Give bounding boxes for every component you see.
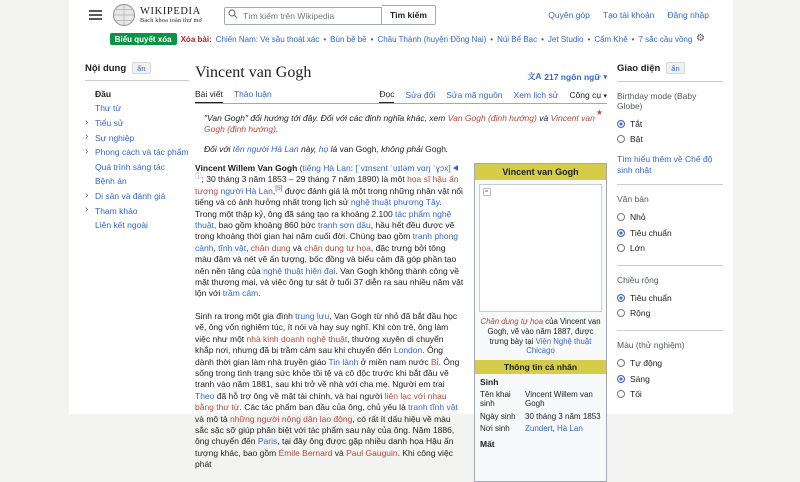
- hatnote-disambiguation: "Van Gogh" đổi hướng tới đây. Đối với các định nghĩa khác, xem Van Gogh (định hướng) và Vincent van Gogh (định hướng).: [204, 113, 595, 134]
- search-input[interactable]: [224, 7, 382, 25]
- hatnote-dutch-name: Đối với tên người Hà Lan này, họ là van Gogh, không phải Gogh.: [204, 144, 449, 154]
- wikipedia-tagline: Bách khoa toàn thư mở: [140, 16, 203, 24]
- deletion-notice-bar: [69, 30, 733, 48]
- create-account-link[interactable]: Tạo tài khoản: [602, 10, 655, 20]
- tab-history[interactable]: Xem lịch sử: [513, 90, 559, 100]
- radio-icon: [617, 375, 625, 383]
- wikipedia-logo[interactable]: [112, 3, 202, 27]
- toc-item-su-nghiep[interactable]: › Sự nghiệp: [85, 131, 135, 143]
- radio-icon: [617, 120, 625, 128]
- expand-icon[interactable]: ›: [85, 116, 89, 128]
- article-body: [195, 163, 474, 482]
- article-tabs: [195, 89, 607, 104]
- radio-icon: [617, 244, 625, 252]
- toc-item-di-san[interactable]: › Di sản và đánh giá: [85, 189, 166, 201]
- radio-text-small[interactable]: Nhỏ: [617, 209, 723, 225]
- radio-width-wide[interactable]: Rộng: [617, 306, 723, 322]
- infobox-personal-header: Thông tin cá nhân: [475, 360, 606, 374]
- paragraph: Sinh ra trong một gia đình trung lưu, Van Gogh từ nhỏ đã bắt đầu học vẽ, ông vốn nghiêm túc, ít nói và hay suy nghĩ. Khi còn trẻ, ông làm việc như một nhà kinh doanh nghệ thuật, thường xuyên di chuyển khắp nơi, nhưng đã bị trầm cảm sau khi chuyển đến London. Ông dành thời gian làm nhà truyền giáo Tin lành ở miền nam nước Bỉ. Ông sống trong tình trạng sức khỏe tồi tệ và cô độc trước khi bắt đầu vẽ tranh vào năm 1881, sau khi trở về nhà với cha mẹ. Người em trai Theo đã hỗ trợ ông về mặt tài chính, và hai người liên lạc với nhau bằng thư từ. Các tác phẩm ban đầu của ông, chủ yếu là tranh tĩnh vật và mô tả những người nông dân lao động, có rất ít dấu hiệu về màu sắc sặc sỡ giúp phân biệt với tác phẩm sau này của ông. Năm 1886, ông chuyển đến Paris, tại đây ông được gặp nhiều danh họa Hậu ấn tượng khác, bao gồm Émile Bernard và Paul Gauguin. Khi công việc phát: [195, 310, 460, 470]
- text-size-label: Văn bản: [617, 194, 649, 205]
- featured-article-icon: ★: [595, 108, 603, 117]
- toc-item-lien-ket-ngoai[interactable]: Liên kết ngoài: [95, 220, 148, 231]
- expand-icon[interactable]: ›: [85, 131, 89, 143]
- appearance-title: Giao diện: [617, 62, 661, 74]
- expand-icon[interactable]: ›: [85, 204, 89, 216]
- search-button[interactable]: Tìm kiếm: [382, 5, 436, 25]
- delete-articles-label: Xóa bài:: [180, 34, 212, 44]
- paragraph: Vincent Willem Van Gogh (tiếng Hà Lan: [ˈvɪnsɛnt ˈʋɪləm vɑŋ ˈɣɔx]ⓘ; 30 tháng 3 năm 1853 – 29 tháng 7 năm 1890) là một họa sĩ hậu ấn tượng người Hà Lan,[5] được đánh giá là một trong những nhân vật nổi tiếng và có ảnh hưởng nhất trong lịch sử nghệ thuật phương Tây. Trong một thập kỷ, ông đã sáng tạo ra khoảng 2.100 tác phẩm nghệ thuật, bao gồm khoảng 860 bức tranh sơn dầu, hầu hết đều được vẽ trong khoảng thời gian hai năm cuối đời. Chúng bao gồm tranh phong cảnh, tĩnh vật, chân dung và chân dung tự họa, đặc trưng bởi tông màu đậm và nét vẽ ấn tượng, bốc đồng và biểu cảm đã góp phần tạo nên nền tảng của nghệ thuật hiện đại. Van Gogh không thành công về mặt thương mại, và việc ông tự sát ở tuổi 37 diễn ra sau nhiều năm vật lộn với trầm cảm.: [195, 163, 464, 299]
- page-title: Vincent van Gogh: [195, 64, 312, 81]
- infobox-row-birthname: Tên khai sinh Vincent Willem van Gogh: [480, 389, 593, 409]
- notice-link[interactable]: Chiến Nam: Ve sầu thoát xác: [215, 34, 320, 44]
- radio-icon: [617, 213, 625, 221]
- tools-menu[interactable]: Công cụ ▾: [569, 90, 607, 100]
- radio-birthday-on[interactable]: Bật: [617, 132, 723, 148]
- toc-title: Nội dung: [85, 62, 127, 74]
- toc-item-tham-khao[interactable]: › Tham khảo: [85, 204, 138, 216]
- radio-birthday-off[interactable]: Tắt: [617, 116, 723, 132]
- notice-link[interactable]: Núi Bể Bạc: [497, 34, 538, 44]
- birthday-mode-link[interactable]: Tìm hiểu thêm về Chế độ sinh nhật: [617, 154, 713, 175]
- separator: •: [587, 34, 591, 44]
- toc-item-phong-cach[interactable]: › Phong cách và tác phẩm: [85, 145, 189, 158]
- radio-text-standard[interactable]: Tiêu chuẩn: [617, 225, 723, 241]
- notice-link[interactable]: 7 sắc cầu vồng: [638, 34, 693, 44]
- languages-button[interactable]: 文A 217 ngôn ngữ ▾: [527, 71, 607, 82]
- chevron-down-icon: ▾: [603, 73, 607, 81]
- wikipedia-wordmark: WIKIPEDIA: [140, 5, 201, 17]
- toc-item-qua-trinh[interactable]: Quá trình sáng tác: [95, 161, 165, 172]
- radio-width-standard[interactable]: Tiêu chuẩn: [617, 290, 723, 306]
- infobox-title: Vincent van Gogh: [475, 164, 606, 180]
- menu-icon[interactable]: [89, 10, 102, 20]
- separator: •: [323, 34, 327, 44]
- width-label: Chiều rộng: [617, 274, 659, 285]
- birthday-mode-label: Birthday mode (Baby Globe): [617, 91, 697, 111]
- infobox-death-label: Mất: [480, 438, 495, 449]
- login-link[interactable]: Đăng nhập: [667, 10, 709, 20]
- radio-color-auto[interactable]: Tự động: [617, 355, 723, 371]
- toc-item-thu-tu[interactable]: Thư từ: [95, 103, 122, 114]
- infobox-image[interactable]: [479, 184, 602, 312]
- language-icon: 文A: [527, 72, 542, 81]
- vote-delete-badge[interactable]: Biểu quyết xóa: [110, 33, 177, 45]
- appearance-hide-button[interactable]: ẩn: [666, 62, 684, 74]
- puzzle-globe-icon: [112, 3, 136, 27]
- notice-link[interactable]: Cẩm Khê: [594, 34, 628, 44]
- notice-link[interactable]: Bún bề bề: [330, 34, 367, 44]
- separator: •: [631, 34, 635, 44]
- infobox-row-birthplace: Nơi sinh Zundert, Hà Lan: [480, 424, 583, 434]
- radio-icon: [617, 390, 625, 398]
- radio-color-light[interactable]: Sáng: [617, 371, 723, 387]
- toc-item-tieu-su[interactable]: › Tiểu sử: [85, 116, 124, 128]
- donate-link[interactable]: Quyên góp: [548, 10, 590, 20]
- search-icon: [228, 9, 238, 19]
- expand-icon[interactable]: ›: [85, 145, 89, 157]
- appearance-panel: [607, 48, 733, 402]
- radio-icon: [617, 135, 625, 143]
- toc-item-dau[interactable]: Đầu: [95, 88, 112, 99]
- expand-icon[interactable]: ›: [85, 189, 89, 201]
- article-main: [195, 48, 607, 482]
- radio-icon: [617, 309, 625, 317]
- tab-edit-source[interactable]: Sửa mã nguồn: [446, 90, 503, 100]
- table-of-contents: [69, 48, 195, 233]
- separator: •: [370, 34, 374, 44]
- radio-text-large[interactable]: Lớn: [617, 240, 723, 256]
- radio-icon: [617, 229, 625, 237]
- toc-item-benh-an[interactable]: Bệnh án: [95, 176, 127, 187]
- tab-article[interactable]: Bài viết: [195, 89, 223, 103]
- radio-icon: [617, 359, 625, 367]
- radio-icon: [617, 294, 625, 302]
- user-links: [548, 10, 709, 20]
- color-label: Màu (thử nghiệm): [617, 340, 685, 351]
- notice-link[interactable]: Châu Thành (huyện Đồng Nai): [377, 34, 487, 44]
- tab-talk[interactable]: Thảo luận: [233, 89, 272, 99]
- notice-link[interactable]: Jet Studio: [547, 34, 584, 44]
- radio-color-dark[interactable]: Tối: [617, 386, 723, 402]
- infobox-caption: Chân dung tự họa của Vincent van Gogh, vẽ vào năm 1887, được trưng bày tại Viện Nghệ thuật Chicago: [480, 317, 601, 356]
- browser-page: [69, 0, 733, 470]
- chevron-down-icon: ▾: [603, 93, 607, 100]
- gear-icon[interactable]: ⚙: [696, 33, 705, 44]
- toc-hide-button[interactable]: ẩn: [132, 62, 150, 74]
- infobox-row-birthdate: Ngày sinh 30 tháng 3 năm 1853: [480, 411, 601, 421]
- infobox-birth-label: Sinh: [480, 377, 499, 388]
- header-bar: [69, 0, 733, 30]
- tab-edit[interactable]: Sửa đổi: [405, 90, 436, 100]
- tab-read[interactable]: Đọc: [379, 89, 394, 103]
- broken-image-icon: [483, 188, 491, 196]
- separator: •: [541, 34, 544, 44]
- infobox: [474, 163, 607, 482]
- separator: •: [490, 34, 494, 44]
